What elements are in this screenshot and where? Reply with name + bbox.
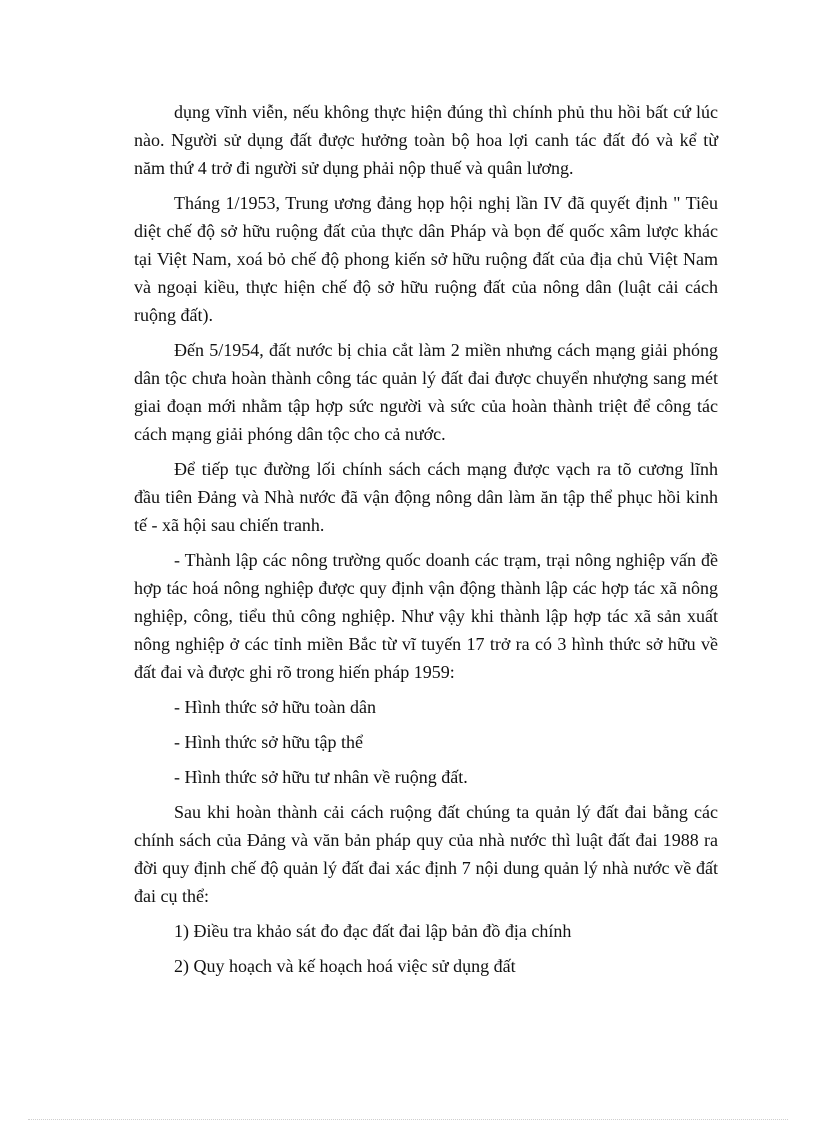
page-bottom-divider [28, 1119, 788, 1120]
list-item-private-ownership: - Hình thức sở hữu tư nhân về ruộng đất. [174, 767, 468, 787]
paragraph-land-law-1988: Sau khi hoàn thành cải cách ruộng đất chúng ta quản lý đất đai bằng các chính sách của Đảng và văn bản pháp quy của nhà nước thì luật đất đai 1988 ra đời quy định chế độ quản lý đất đai xác định 7 nội dung quản lý nhà nước về đất đai cụ thể: [134, 802, 718, 906]
paragraph-state-farms: - Thành lập các nông trường quốc doanh các trạm, trại nông nghiệp vấn đề hợp tác hoá nông nghiệp được quy định vận động thành lập các hợp tác xã nông nghiệp, công, tiểu thủ công nghiệp. Như vậy khi thành lập hợp tác xã sản xuất nông nghiệp ở các tỉnh miền Bắc từ vĩ tuyến 17 trở ra có 3 hình thức sở hữu về đất đai và được ghi rõ trong hiến pháp 1959: [134, 550, 718, 682]
paragraph-1954-division: Đến 5/1954, đất nước bị chia cắt làm 2 miền nhưng cách mạng giải phóng dân tộc chưa hoàn thành công tác quản lý đất đai được chuyển nhượng sang mét giai đoạn mới nhằm tập hợp sức người và sức của hoàn thành triệt để công tác cách mạng giải phóng dân tộc cho cả nước. [134, 340, 718, 444]
paragraph-land-use-continuation: dụng vĩnh viễn, nếu không thực hiện đúng thì chính phủ thu hồi bất cứ lúc nào. Người sử dụng đất được hưởng toàn bộ hoa lợi canh tác đất đó và kể từ năm thứ 4 trở đi người sử dụng phải nộp thuế và quân lương. [134, 102, 718, 178]
document-body [134, 98, 718, 987]
list-item-collective-ownership: - Hình thức sở hữu tập thể [174, 732, 363, 752]
paragraph-1953-conference: Tháng 1/1953, Trung ương đảng họp hội nghị lần IV đã quyết định " Tiêu diệt chế độ sở hữu ruộng đất của thực dân Pháp và bọn đế quốc xâm lược khác tại Việt Nam, xoá bỏ chế độ phong kiến sở hữu ruộng đất của địa chủ Việt Nam và ngoại kiều, thực hiện chế độ sở hữu ruộng đất của nông dân (luật cải cách ruộng đất). [134, 193, 718, 325]
paragraph-collective-farming: Để tiếp tục đường lối chính sách cách mạng được vạch ra tõ cương lĩnh đầu tiên Đảng và Nhà nước đã vận động nông dân làm ăn tập thể phục hồi kinh tế - xã hội sau chiến tranh. [134, 459, 718, 535]
numbered-item-planning: 2) Quy hoạch và kế hoạch hoá việc sử dụng đất [174, 956, 516, 976]
list-item-public-ownership: - Hình thức sở hữu toàn dân [174, 697, 376, 717]
numbered-item-survey: 1) Điều tra khảo sát đo đạc đất đai lập bản đồ địa chính [174, 921, 572, 941]
